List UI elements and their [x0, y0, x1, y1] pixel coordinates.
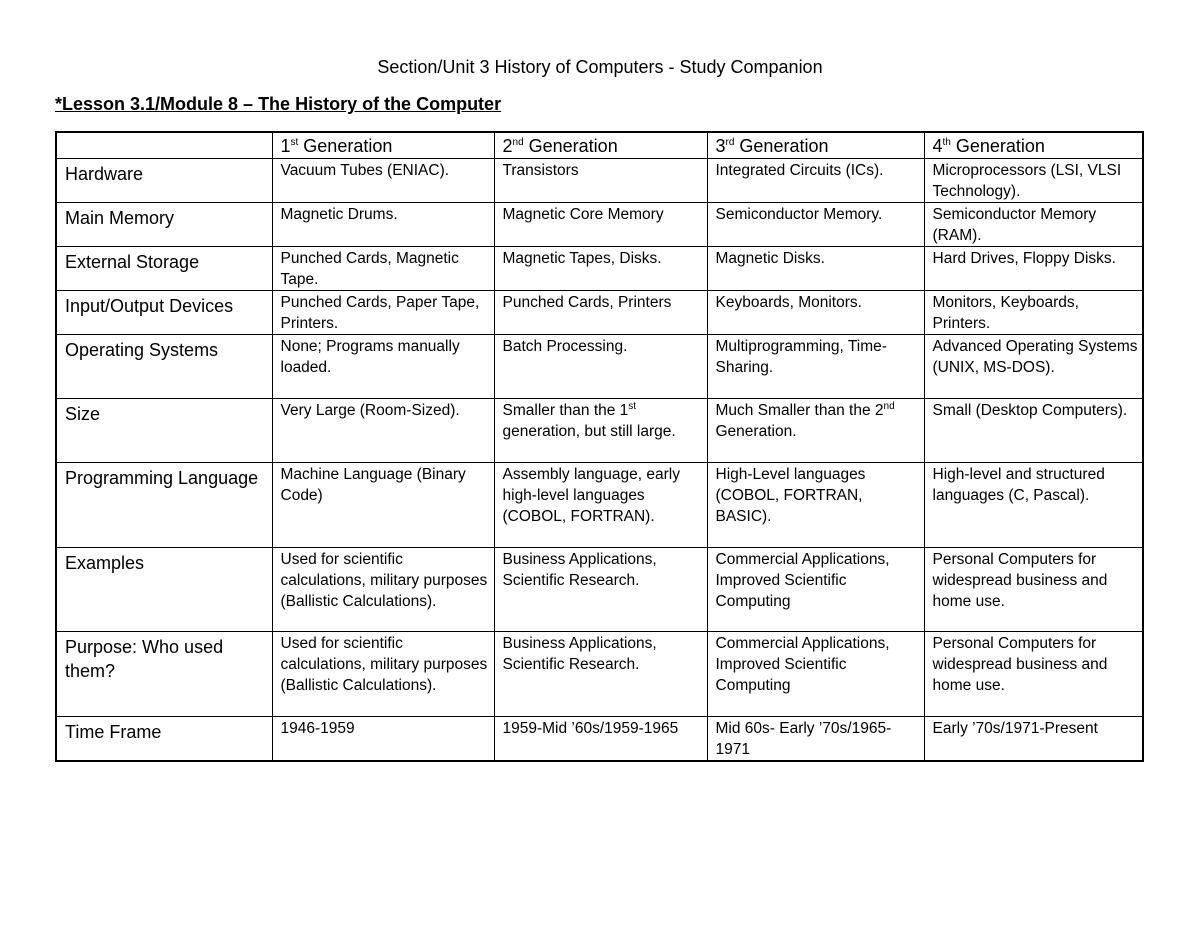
- table-cell: Very Large (Room-Sized).: [272, 399, 494, 463]
- table-row: [56, 291, 1143, 335]
- header-4th-generation: 4th Generation: [924, 132, 1143, 159]
- table-row: [56, 159, 1143, 203]
- table-cell: Integrated Circuits (ICs).: [707, 159, 924, 203]
- table-cell: Advanced Operating Systems (UNIX, MS-DOS).: [924, 335, 1143, 399]
- table-cell: Business Applications, Scientific Research.: [494, 548, 707, 632]
- header-3rd-generation: 3rd Generation: [707, 132, 924, 159]
- table-cell: Business Applications, Scientific Research.: [494, 632, 707, 717]
- table-cell: Multiprogramming, Time-Sharing.: [707, 335, 924, 399]
- row-label: Examples: [56, 548, 272, 632]
- table-cell: Early ’70s/1971-Present: [924, 717, 1143, 762]
- table-cell: Magnetic Disks.: [707, 247, 924, 291]
- table-cell: Magnetic Tapes, Disks.: [494, 247, 707, 291]
- table-row: [56, 335, 1143, 399]
- table-cell: Punched Cards, Paper Tape, Printers.: [272, 291, 494, 335]
- generations-table: [55, 131, 1144, 762]
- row-label: Operating Systems: [56, 335, 272, 399]
- table-row: [56, 717, 1143, 762]
- table-cell: Small (Desktop Computers).: [924, 399, 1143, 463]
- document-title: Section/Unit 3 History of Computers - Study Companion: [377, 57, 823, 77]
- table-cell: Punched Cards, Magnetic Tape.: [272, 247, 494, 291]
- table-cell: Magnetic Core Memory: [494, 203, 707, 247]
- table-cell: Semiconductor Memory.: [707, 203, 924, 247]
- table-cell: Personal Computers for widespread business and home use.: [924, 548, 1143, 632]
- table-row: [56, 548, 1143, 632]
- table-cell: Transistors: [494, 159, 707, 203]
- table-cell: Monitors, Keyboards, Printers.: [924, 291, 1143, 335]
- table-cell: Batch Processing.: [494, 335, 707, 399]
- table-cell: Used for scientific calculations, military purposes (Ballistic Calculations).: [272, 632, 494, 717]
- row-label: Size: [56, 399, 272, 463]
- table-cell: Personal Computers for widespread business and home use.: [924, 632, 1143, 717]
- table-row: [56, 203, 1143, 247]
- table-cell: Assembly language, early high-level languages (COBOL, FORTRAN).: [494, 463, 707, 548]
- row-label: Hardware: [56, 159, 272, 203]
- table-row: [56, 399, 1143, 463]
- row-label: External Storage: [56, 247, 272, 291]
- lesson-heading: *Lesson 3.1/Module 8 – The History of the Computer: [55, 94, 502, 114]
- table-header-row: [56, 132, 1143, 159]
- table-cell: Keyboards, Monitors.: [707, 291, 924, 335]
- table-cell: Mid 60s- Early ’70s/1965-1971: [707, 717, 924, 762]
- table-cell: Semiconductor Memory (RAM).: [924, 203, 1143, 247]
- table-row: [56, 463, 1143, 548]
- table-cell: High-level and structured languages (C, Pascal).: [924, 463, 1143, 548]
- table-cell: Smaller than the 1st generation, but still large.: [494, 399, 707, 463]
- table-cell: Hard Drives, Floppy Disks.: [924, 247, 1143, 291]
- table-cell: Commercial Applications, Improved Scientific Computing: [707, 548, 924, 632]
- table-cell: Magnetic Drums.: [272, 203, 494, 247]
- header-2nd-generation: 2nd Generation: [494, 132, 707, 159]
- table-cell: 1946-1959: [272, 717, 494, 762]
- table-cell: Vacuum Tubes (ENIAC).: [272, 159, 494, 203]
- row-label: Programming Language: [56, 463, 272, 548]
- table-cell: Punched Cards, Printers: [494, 291, 707, 335]
- table-row: [56, 632, 1143, 717]
- table-cell: High-Level languages (COBOL, FORTRAN, BASIC).: [707, 463, 924, 548]
- header-1st-generation: 1st Generation: [272, 132, 494, 159]
- table-cell: Machine Language (Binary Code): [272, 463, 494, 548]
- row-label: Main Memory: [56, 203, 272, 247]
- table-cell: Commercial Applications, Improved Scientific Computing: [707, 632, 924, 717]
- row-label: Time Frame: [56, 717, 272, 762]
- table-cell: Microprocessors (LSI, VLSI Technology).: [924, 159, 1143, 203]
- row-label: Purpose: Who used them?: [56, 632, 272, 717]
- table-cell: Much Smaller than the 2nd Generation.: [707, 399, 924, 463]
- table-cell: 1959-Mid ’60s/1959-1965: [494, 717, 707, 762]
- row-label: Input/Output Devices: [56, 291, 272, 335]
- table-row: [56, 247, 1143, 291]
- header-corner-cell: [56, 132, 272, 159]
- table-cell: None; Programs manually loaded.: [272, 335, 494, 399]
- table-cell: Used for scientific calculations, military purposes (Ballistic Calculations).: [272, 548, 494, 632]
